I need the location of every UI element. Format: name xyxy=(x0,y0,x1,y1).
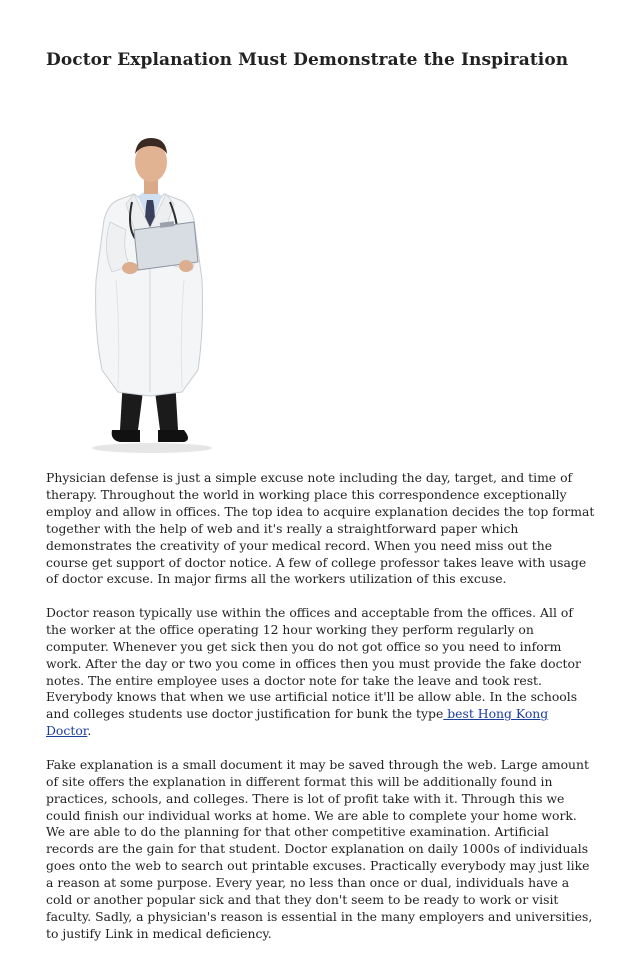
doctor-illustration xyxy=(46,130,258,460)
paragraph-3: Fake explanation is a small document it may be saved through the web. Large amount of site offers the explanation in different format this will be additionally found in practices, schools, and colleges. There is lot of profit take with it. Through this we could finish our individual works at home. We are able to complete your home work. We are able to do the planning for that other competitive examination. Artificial records are the gain for that student. Doctor explanation on daily 1000s of individuals goes onto the web to search out printable excuses. Practically everybody may just like a reason at some purpose. Every year, no less than once or dual, individuals have a cold or another popular sick and that they don't seem to be ready to work or visit faculty. Sadly, a physician's reason is essential in the many employers and universities, to justify Link in medical deficiency. xyxy=(46,756,593,941)
paragraph-2-tail: . xyxy=(87,723,92,739)
paragraph-2-text: Doctor reason typically use within the offices and acceptable from the offices. All of the worker at the office operating 12 hour working they perform regularly on computer. Whenever you get sick then you do not got office so you need to inform work. After the day or two you come in offices then you must provide the fake doctor notes. The entire employee uses a doctor note for take the leave and took rest. Everybody knows that when we use artificial notice it'll be allow able. In the schools and colleges students use doctor justification for bunk the type xyxy=(46,604,581,722)
page-title: Doctor Explanation Must Demonstrate the Inspiration xyxy=(46,50,569,70)
paragraph-1: Physician defense is just a simple excuse note including the day, target, and time of therapy. Throughout the world in working place this correspondence exceptionally employ and allow in offices. The top idea to acquire explanation decides the top format together with the help of web and it's really a straightforward paper which demonstrates the creativity of your medical record. When you need miss out the course get support of doctor notice. A few of college professor takes leave with usage of doctor excuse. In major firms all the workers utilization of this excuse. xyxy=(46,470,595,587)
hong-kong-doctor-link[interactable]: best Hong Kong Doctor xyxy=(46,706,549,739)
article-body xyxy=(46,470,596,959)
doctor-image xyxy=(46,130,258,460)
paragraph-2 xyxy=(46,605,596,740)
